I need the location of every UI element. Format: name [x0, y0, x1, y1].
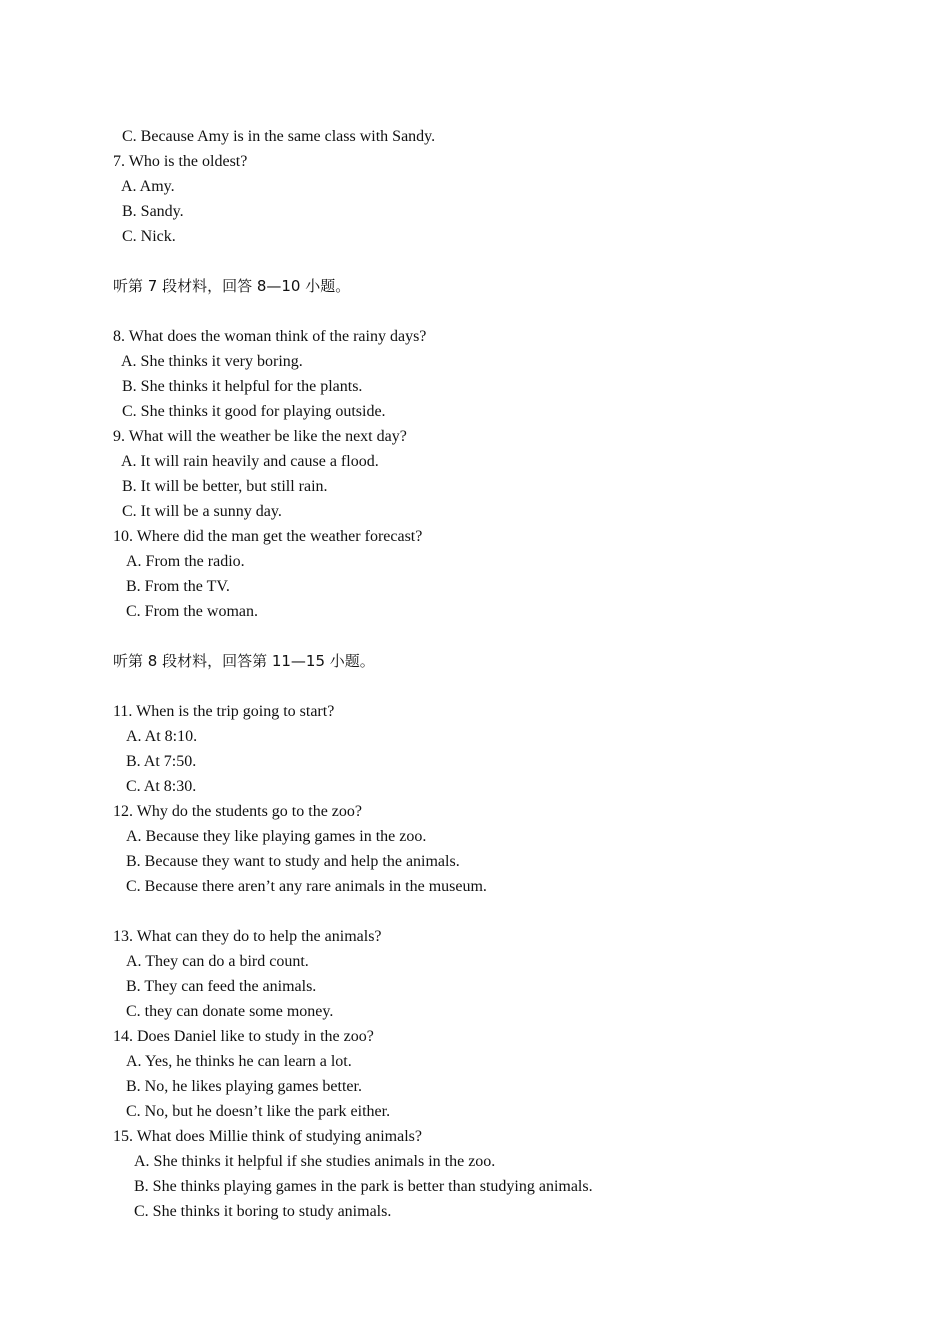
exam-page-body — [113, 124, 873, 1224]
blank-line — [113, 624, 873, 649]
question-text: 12. Why do the students go to the zoo? — [113, 803, 362, 820]
answer-option: B. Because they want to study and help the animals. — [126, 853, 460, 870]
answer-option: C. She thinks it good for playing outside. — [122, 403, 386, 420]
question-text: 8. What does the woman think of the rainy days? — [113, 328, 427, 345]
answer-option: C. Because Amy is in the same class with Sandy. — [122, 128, 436, 145]
answer-option: B. No, he likes playing games better. — [126, 1078, 362, 1095]
answer-option: A. From the radio. — [126, 553, 245, 570]
answer-option: B. It will be better, but still rain. — [122, 478, 328, 495]
answer-option: C. It will be a sunny day. — [122, 503, 282, 520]
question-text: 15. What does Millie think of studying animals? — [113, 1128, 422, 1145]
answer-option: B. From the TV. — [126, 578, 230, 595]
answer-option: C. No, but he doesn’t like the park either. — [126, 1103, 391, 1120]
question-text: 14. Does Daniel like to study in the zoo? — [113, 1028, 374, 1045]
answer-option: B. She thinks it helpful for the plants. — [122, 378, 363, 395]
answer-option: B. She thinks playing games in the park is better than studying animals. — [134, 1178, 593, 1195]
question-text: 9. What will the weather be like the next day? — [113, 428, 407, 445]
answer-option: A. At 8:10. — [126, 728, 198, 745]
section-instruction: 听第 8 段材料，回答第 11—15 小题。 — [113, 652, 375, 670]
blank-line — [113, 899, 873, 924]
section-instruction: 听第 7 段材料，回答 8—10 小题。 — [113, 277, 351, 295]
answer-option: A. Because they like playing games in the zoo. — [126, 828, 427, 845]
blank-line — [113, 674, 873, 699]
answer-option: A. Yes, he thinks he can learn a lot. — [126, 1053, 352, 1070]
blank-line — [113, 249, 873, 274]
answer-option: A. They can do a bird count. — [126, 953, 309, 970]
blank-line — [113, 299, 873, 324]
answer-option: C. Because there aren’t any rare animals in the museum. — [126, 878, 487, 895]
question-text: 11. When is the trip going to start? — [113, 703, 335, 720]
answer-option: A. She thinks it very boring. — [121, 353, 303, 370]
answer-option: C. they can donate some money. — [126, 1003, 334, 1020]
answer-option: A. She thinks it helpful if she studies animals in the zoo. — [134, 1153, 496, 1170]
question-text: 7. Who is the oldest? — [113, 153, 248, 170]
question-text: 10. Where did the man get the weather forecast? — [113, 528, 423, 545]
answer-option: C. She thinks it boring to study animals. — [134, 1203, 392, 1220]
answer-option: A. It will rain heavily and cause a flood. — [121, 453, 379, 470]
answer-option: B. Sandy. — [122, 203, 184, 220]
answer-option: B. At 7:50. — [126, 753, 197, 770]
answer-option: C. From the woman. — [126, 603, 258, 620]
answer-option: C. At 8:30. — [126, 778, 197, 795]
answer-option: C. Nick. — [122, 228, 176, 245]
question-text: 13. What can they do to help the animals? — [113, 928, 382, 945]
answer-option: B. They can feed the animals. — [126, 978, 317, 995]
answer-option: A. Amy. — [121, 178, 175, 195]
